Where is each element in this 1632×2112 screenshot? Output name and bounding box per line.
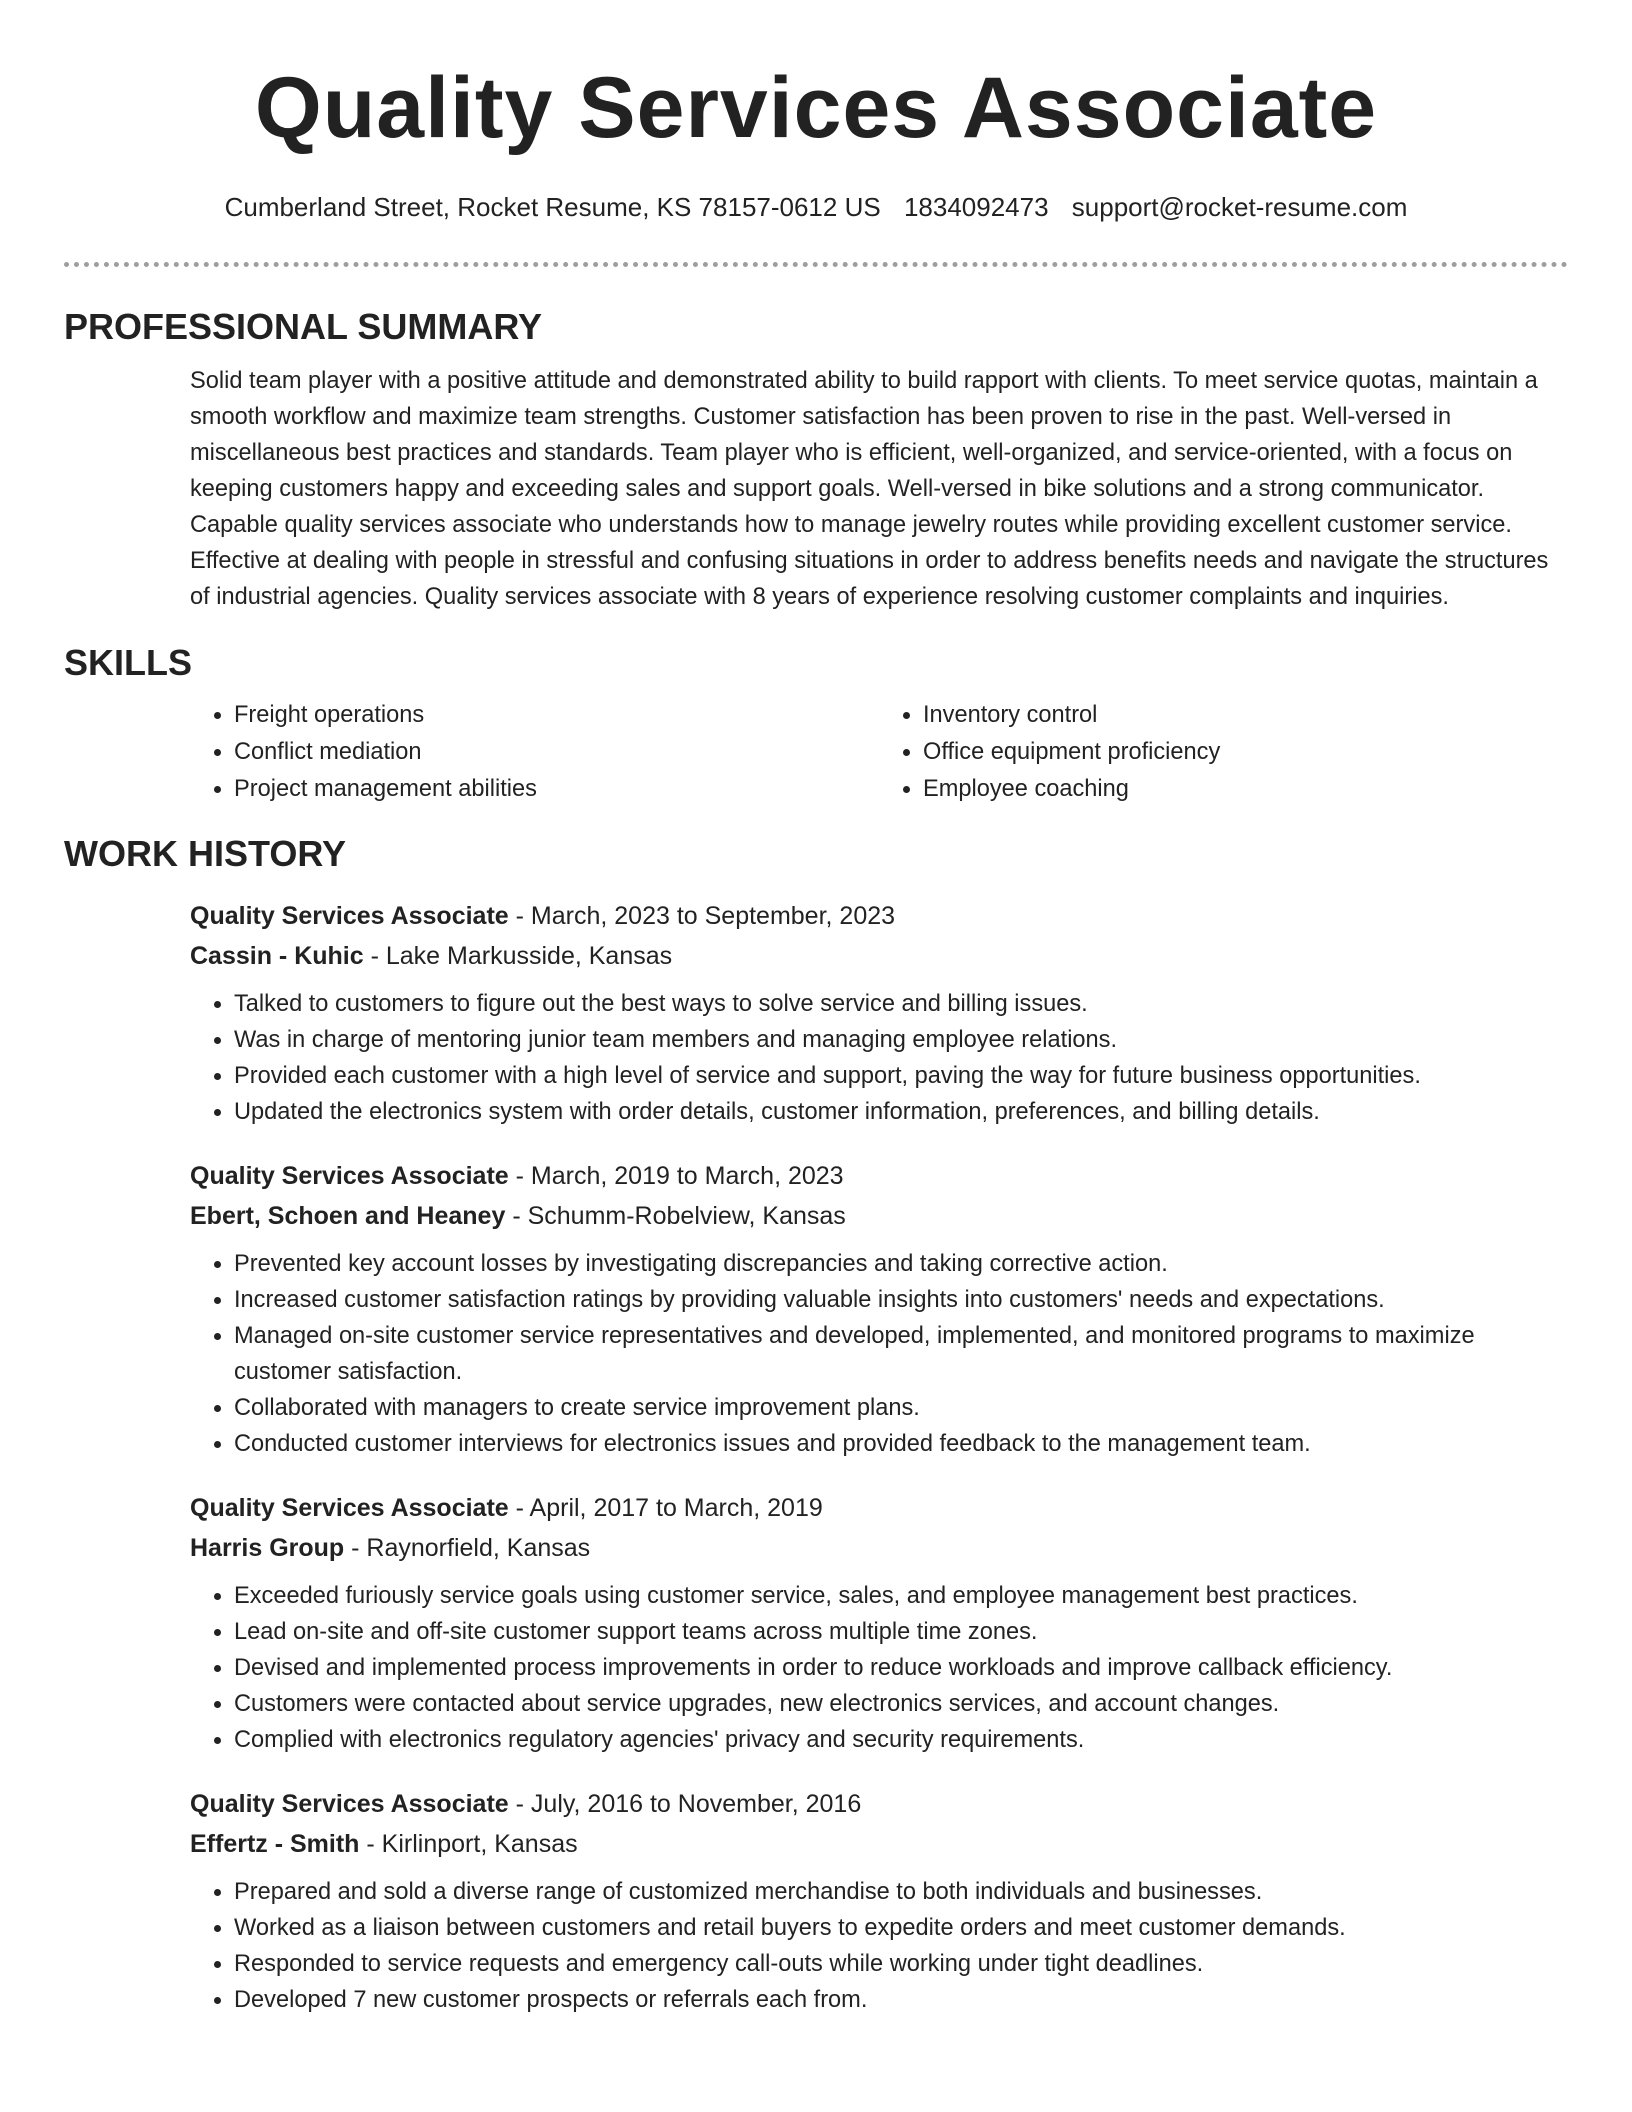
job-role-line bbox=[190, 896, 1568, 936]
job-role-line bbox=[190, 1156, 1568, 1196]
job-role: Quality Services Associate bbox=[190, 1162, 509, 1190]
job-role-line bbox=[190, 1488, 1568, 1528]
work-history-title: WORK HISTORY bbox=[64, 833, 347, 874]
skills-column-right bbox=[879, 697, 1568, 808]
job-role-line bbox=[190, 1784, 1568, 1824]
contact-line bbox=[64, 190, 1568, 224]
job-company: Harris Group bbox=[190, 1534, 345, 1562]
job-role: Quality Services Associate bbox=[190, 1790, 509, 1818]
job-bullet: • Devised and implemented process improvements in order to reduce workloads and improve callback efficiency. bbox=[234, 1650, 1568, 1686]
job-dates: - March, 2023 to September, 2023 bbox=[508, 902, 896, 930]
summary-title: PROFESSIONAL SUMMARY bbox=[64, 306, 543, 347]
job-bullet: • Increased customer satisfaction ratings by providing valuable insights into customers' needs and expectations. bbox=[234, 1282, 1568, 1318]
job-bullet: • Developed 7 new customer prospects or referrals each from. bbox=[234, 1982, 1568, 2018]
skill-item: • Inventory control bbox=[923, 697, 1568, 734]
job-role: Quality Services Associate bbox=[190, 1494, 509, 1522]
job-entry bbox=[190, 896, 1568, 1130]
job-location: - Lake Markusside, Kansas bbox=[363, 942, 673, 970]
summary-text: Solid team player with a positive attitude and demonstrated ability to build rapport with clients. To meet service quotas, maintain a smooth workflow and maximize team strengths. Customer satisfaction has been proven to rise in the past. Well-versed in miscellaneous best practices and standards. Team player who is efficient, well-organized, and service-oriented, with a focus on keeping customers happy and exceeding sales and support goals. Well-versed in bike solutions and a strong communicator. Capable quality services associate who understands how to manage jewelry routes while providing excellent customer service. Effective at dealing with people in stressful and confusing situations in order to address benefits needs and navigate the structures of industrial agencies. Quality services associate with 8 years of experience resolving customer complaints and inquiries. bbox=[190, 368, 1549, 610]
job-company-line bbox=[190, 936, 1568, 976]
job-bullet: • Prepared and sold a diverse range of customized merchandise to both individuals and businesses. bbox=[234, 1874, 1568, 1910]
contact-phone: 1834092473 bbox=[903, 192, 1049, 222]
job-bullet: • Exceeded furiously service goals using customer service, sales, and employee management best practices. bbox=[234, 1578, 1568, 1614]
job-bullet: • Responded to service requests and emergency call-outs while working under tight deadlines. bbox=[234, 1946, 1568, 1982]
job-location: - Schumm-Robelview, Kansas bbox=[505, 1202, 846, 1230]
job-dates: - July, 2016 to November, 2016 bbox=[508, 1790, 862, 1818]
job-bullets bbox=[190, 986, 1568, 1130]
skill-item: • Employee coaching bbox=[923, 771, 1568, 808]
header-divider bbox=[64, 262, 1568, 267]
job-bullet: • Provided each customer with a high level of service and support, paving the way for future business opportunities. bbox=[234, 1058, 1568, 1094]
job-role: Quality Services Associate bbox=[190, 902, 509, 930]
job-entry bbox=[190, 1156, 1568, 1462]
job-company-line bbox=[190, 1196, 1568, 1236]
contact-email: support@rocket-resume.com bbox=[1071, 192, 1408, 222]
skill-item: • Freight operations bbox=[234, 697, 879, 734]
candidate-name: Quality Services Associate bbox=[254, 60, 1378, 156]
job-dates: - April, 2017 to March, 2019 bbox=[508, 1494, 823, 1522]
job-bullet: • Lead on-site and off-site customer support teams across multiple time zones. bbox=[234, 1614, 1568, 1650]
skills-column-left bbox=[190, 697, 879, 808]
skills-title: SKILLS bbox=[64, 642, 193, 683]
job-bullets bbox=[190, 1578, 1568, 1758]
job-location: - Raynorfield, Kansas bbox=[344, 1534, 591, 1562]
skills-grid bbox=[190, 697, 1568, 808]
job-bullets bbox=[190, 1246, 1568, 1462]
job-company: Cassin - Kuhic bbox=[190, 942, 364, 970]
job-bullet: • Was in charge of mentoring junior team members and managing employee relations. bbox=[234, 1022, 1568, 1058]
job-bullet: • Prevented key account losses by investigating discrepancies and taking corrective action. bbox=[234, 1246, 1568, 1282]
resume-header bbox=[64, 0, 1568, 224]
work-history-section bbox=[64, 832, 1568, 2018]
job-bullet: • Worked as a liaison between customers and retail buyers to expedite orders and meet customer demands. bbox=[234, 1910, 1568, 1946]
job-entry bbox=[190, 1488, 1568, 1758]
job-bullet: • Conducted customer interviews for electronics issues and provided feedback to the management team. bbox=[234, 1426, 1568, 1462]
job-entry bbox=[190, 1784, 1568, 2018]
job-bullets bbox=[190, 1874, 1568, 2018]
job-company-line bbox=[190, 1528, 1568, 1568]
job-location: - Kirlinport, Kansas bbox=[359, 1830, 578, 1858]
job-bullet: • Customers were contacted about service upgrades, new electronics services, and account changes. bbox=[234, 1686, 1568, 1722]
summary-section bbox=[64, 305, 1568, 615]
skill-item: • Office equipment proficiency bbox=[923, 734, 1568, 771]
skill-item: • Conflict mediation bbox=[234, 734, 879, 771]
job-dates: - March, 2019 to March, 2023 bbox=[508, 1162, 844, 1190]
job-bullet: • Complied with electronics regulatory agencies' privacy and security requirements. bbox=[234, 1722, 1568, 1758]
job-company: Ebert, Schoen and Heaney bbox=[190, 1202, 506, 1230]
job-company: Effertz - Smith bbox=[190, 1830, 360, 1858]
job-bullet: • Collaborated with managers to create service improvement plans. bbox=[234, 1390, 1568, 1426]
job-company-line bbox=[190, 1824, 1568, 1864]
skill-item: • Project management abilities bbox=[234, 771, 879, 808]
job-bullet: • Managed on-site customer service representatives and developed, implemented, and monitored programs to maximize customer satisfaction. bbox=[234, 1318, 1568, 1390]
job-bullet: • Talked to customers to figure out the best ways to solve service and billing issues. bbox=[234, 986, 1568, 1022]
skills-section bbox=[64, 641, 1568, 808]
job-bullet: • Updated the electronics system with order details, customer information, preferences, and billing details. bbox=[234, 1094, 1568, 1130]
contact-address: Cumberland Street, Rocket Resume, KS 78157-0612 US bbox=[224, 192, 881, 222]
